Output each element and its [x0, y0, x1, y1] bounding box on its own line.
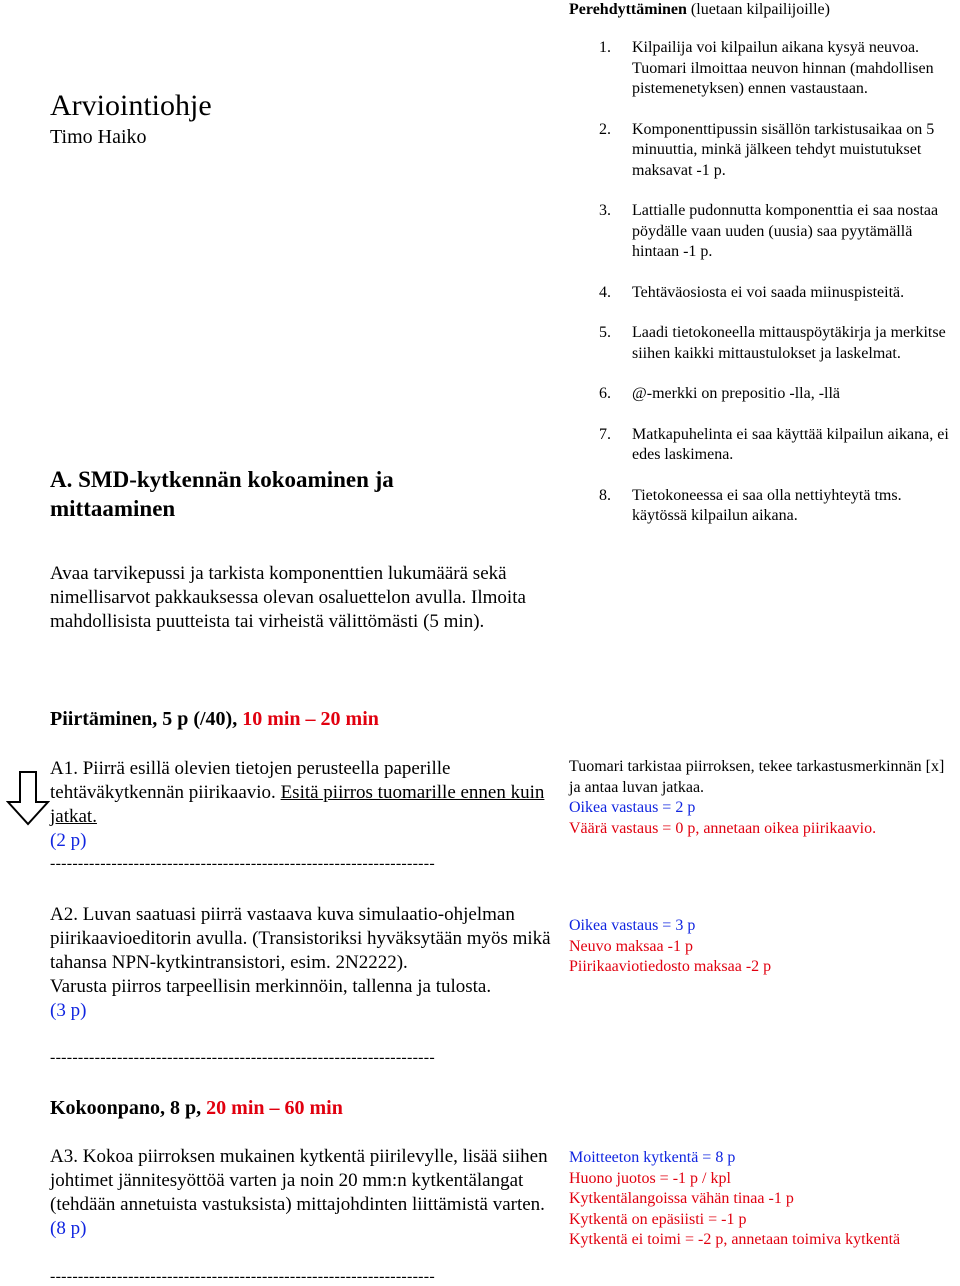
- list-item-text: Matkapuhelinta ei saa käyttää kilpailun aikana, ei edes laskimena.: [632, 425, 949, 463]
- list-item-number: 3.: [599, 202, 611, 219]
- a2-scoring: [569, 916, 959, 978]
- a3-score-penalty: Kytkentä ei toimi = -2 p, annetaan toimiva kytkentä: [569, 1231, 901, 1248]
- separator-line: ---------------------------------------------------------------------: [50, 1268, 435, 1285]
- task-a2-text: A2. Luvan saatuasi piirrä vastaava kuva simulaatio-ohjelman piirikaavioeditorin avulla. (Transistoriksi hyväksytään myös mikä tahansa NPN-kytkintransistori, esim. 2N2222).: [50, 904, 551, 973]
- list-item: [569, 38, 954, 100]
- list-item: [569, 384, 954, 405]
- drawing-heading-label: Piirtäminen, 5 p (/40),: [50, 708, 238, 730]
- list-item-number: 1.: [599, 39, 611, 56]
- rules-list: [569, 38, 954, 547]
- a3-score-penalty: Kytkentä on epäsiisti = -1 p: [569, 1210, 747, 1228]
- task-a1-points: (2 p): [50, 830, 87, 851]
- list-item-number: 5.: [599, 324, 611, 341]
- task-a1-instruction: Esitä piirros tuomarille ennen kuin jatkat.: [50, 782, 545, 827]
- down-arrow-icon: [6, 770, 50, 826]
- list-item: [569, 486, 954, 527]
- assembly-heading-label: Kokoonpano, 8 p,: [50, 1097, 202, 1119]
- task-a2: [50, 903, 555, 1023]
- a2-score-correct: Oikea vastaus = 3 p: [569, 917, 696, 934]
- a2-score-file: Piirikaaviotiedosto maksaa -2 p: [569, 958, 772, 975]
- a3-scoring: [569, 1148, 959, 1251]
- list-item-text: Kilpailija voi kilpailun aikana kysyä neuvoa. Tuomari ilmoittaa neuvon hinnan (mahdollisen pistemenetyksen) ennen vastaustaan.: [632, 39, 934, 97]
- list-item: [569, 323, 954, 364]
- assembly-heading: [50, 1096, 343, 1120]
- list-item-text: Tehtäväosiosta ei voi saada miinuspisteitä.: [632, 283, 905, 301]
- list-item-text: @-merkki on prepositio -lla, -llä: [632, 385, 841, 402]
- drawing-heading-time: 10 min – 20 min: [242, 708, 379, 730]
- author-name: Timo Haiko: [50, 126, 147, 148]
- a2-score-advice: Neuvo maksaa -1 p: [569, 937, 693, 955]
- intro-heading-note: (luetaan kilpailijoille): [690, 1, 830, 18]
- separator-line: ---------------------------------------------------------------------: [50, 1049, 435, 1066]
- a1-score-wrong: Väärä vastaus = 0 p, annetaan oikea piirikaavio.: [569, 819, 877, 837]
- list-item-text: Laadi tietokoneella mittauspöytäkirja ja merkitse siihen kaikki mittaustulokset ja laskelmat.: [632, 324, 946, 362]
- assembly-heading-time: 20 min – 60 min: [206, 1097, 343, 1119]
- list-item-number: 8.: [599, 486, 611, 504]
- list-item: [569, 283, 954, 304]
- list-item-number: 6.: [599, 385, 611, 402]
- list-item-number: 7.: [599, 425, 611, 443]
- drawing-heading: [50, 707, 379, 731]
- task-a1: [50, 757, 555, 853]
- intro-heading-title: Perehdyttäminen: [569, 1, 687, 18]
- list-item-text: Komponenttipussin sisällön tarkistusaikaa on 5 minuuttia, minkä jälkeen tehdyt muistutukset maksavat -1 p.: [632, 120, 935, 179]
- section-a-title: A. SMD-kytkennän kokoaminen ja mittaaminen: [50, 467, 394, 521]
- a3-score-penalty: Kytkentälangoissa vähän tinaa -1 p: [569, 1190, 794, 1207]
- separator-line: ---------------------------------------------------------------------: [50, 855, 435, 872]
- list-item-number: 2.: [599, 120, 611, 138]
- list-item-text: Lattialle pudonnutta komponenttia ei saa nostaa pöydälle vaan uuden (uusia) saa pyytämällä hintaan -1 p.: [632, 202, 939, 260]
- task-a3-text: A3. Kokoa piirroksen mukainen kytkentä piirilevylle, lisää siihen johtimet jännitesyöttöä varten ja noin 20 mm:n kytkentälangat (tehdään annetuista vastuksista) mittajohdinten liittämistä varten.: [50, 1146, 548, 1215]
- a1-score-correct: Oikea vastaus = 2 p: [569, 799, 696, 816]
- intro-heading: [569, 0, 830, 20]
- list-item-text: Tietokoneessa ei saa olla nettiyhteytä tms. käytössä kilpailun aikana.: [632, 486, 902, 524]
- section-a-text: Avaa tarvikepussi ja tarkista komponenttien lukumäärä sekä nimellisarvot pakkauksessa olevan osaluettelon avulla. Ilmoita mahdollisista puutteista tai virheistä välittömästi (5 min).: [50, 563, 526, 632]
- task-a2-points: (3 p): [50, 1000, 87, 1021]
- a1-score-note: Tuomari tarkistaa piirroksen, tekee tarkastusmerkinnän [x] ja antaa luvan jatkaa.: [569, 758, 945, 796]
- list-item: [569, 201, 954, 263]
- list-item: [569, 120, 954, 182]
- task-a2-text-2: Varusta piirros tarpeellisin merkinnöin, tallenna ja tulosta.: [50, 976, 492, 997]
- task-a3: [50, 1145, 555, 1241]
- a3-score-correct: Moitteeton kytkentä = 8 p: [569, 1149, 736, 1166]
- document-title: Arviointiohje: [50, 89, 212, 122]
- task-a3-points: (8 p): [50, 1218, 87, 1239]
- list-item-number: 4.: [599, 283, 611, 301]
- a1-scoring: [569, 757, 959, 839]
- task-a1-text: A1. Piirrä esillä olevien tietojen perusteella paperille tehtäväkytkennän piirikaavio.: [50, 758, 451, 803]
- list-item: [569, 425, 954, 466]
- a3-score-penalty: Huono juotos = -1 p / kpl: [569, 1169, 731, 1187]
